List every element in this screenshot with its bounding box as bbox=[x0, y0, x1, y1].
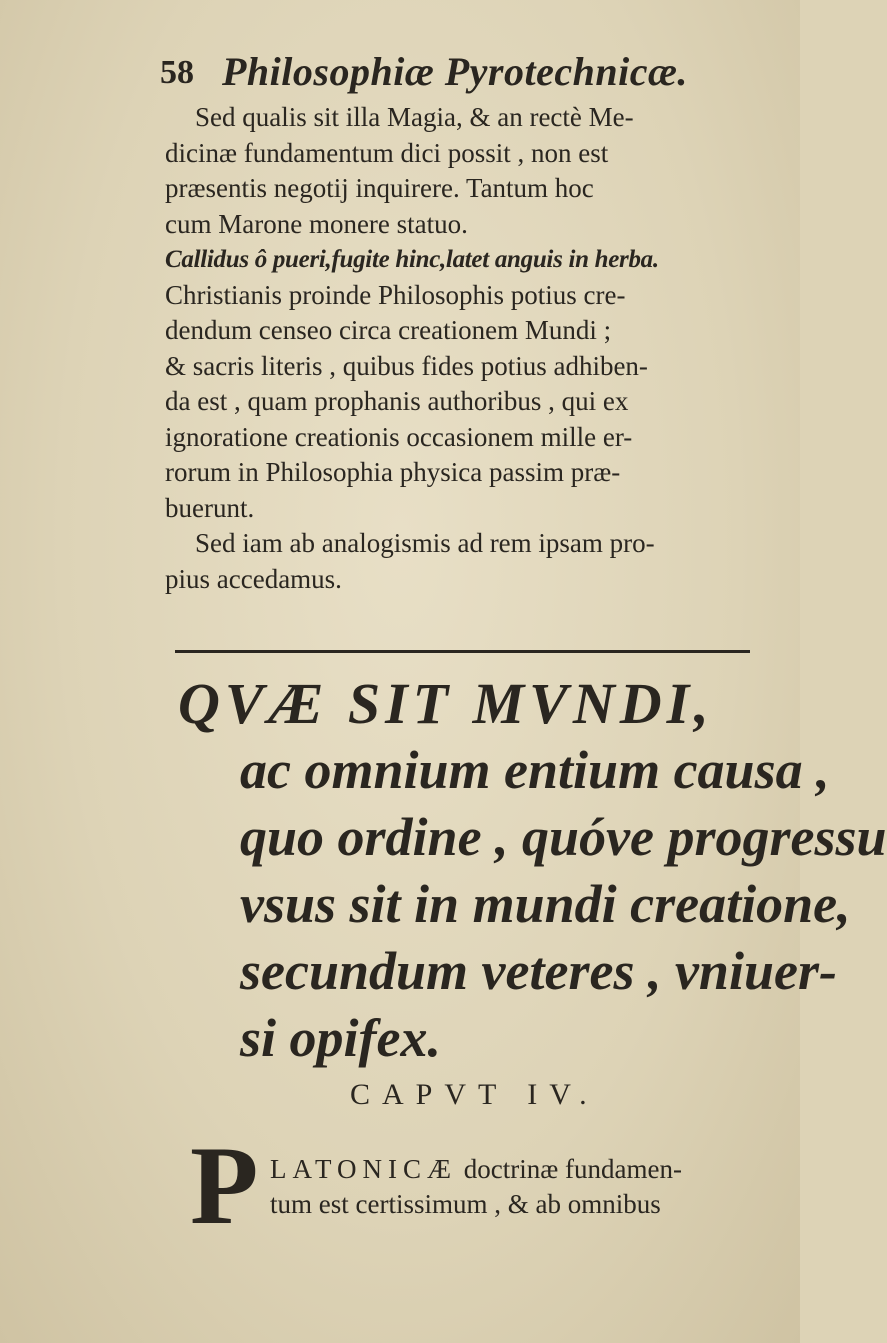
text-line: ignoratione creationis occasionem mille er- bbox=[165, 421, 633, 452]
text-line: da est , quam prophanis authoribus , qui ex bbox=[165, 386, 629, 416]
running-title: Philosophiæ Pyrotechnicæ. bbox=[222, 49, 688, 94]
opening-line-rest: doctrinæ fundamen- bbox=[463, 1154, 682, 1184]
heading-line: quo ordine , quóve progressu bbox=[240, 807, 887, 867]
section-heading bbox=[178, 670, 887, 1072]
page-number: 58 bbox=[160, 54, 194, 91]
opening-small-caps: LATONICÆ bbox=[270, 1154, 458, 1184]
text-line: Christianis proinde Philosophis potius cre- bbox=[165, 279, 626, 310]
text-line: Sed qualis sit illa Magia, & an rectè Me- bbox=[195, 102, 634, 132]
chapter-opening-text bbox=[270, 1152, 780, 1222]
text-line: buerunt. bbox=[165, 492, 255, 523]
text-line: rorum in Philosophia physica passim præ- bbox=[165, 457, 621, 487]
heading-line: vsus sit in mundi creatione, bbox=[240, 874, 851, 934]
heading-line: ac omnium entium causa , bbox=[240, 740, 830, 800]
heading-line: QVÆ SIT MVNDI, bbox=[178, 671, 714, 736]
text-line: cum Marone monere statuo. bbox=[165, 208, 468, 239]
heading-line: secundum veteres , vniuer- bbox=[240, 941, 837, 1001]
chapter-title: CAPVT IV. bbox=[350, 1078, 599, 1111]
text-line: & sacris literis , quibus fides potius adhiben- bbox=[165, 350, 648, 381]
text-line: pius accedamus. bbox=[165, 563, 342, 594]
text-line: dicinæ fundamentum dici possit , non est bbox=[165, 137, 609, 168]
quotation-line: Callidus ô pueri,fugite hinc,latet anguis in herba. bbox=[165, 246, 659, 273]
heading-line: si opifex. bbox=[240, 1008, 441, 1068]
opening-line: tum est certissimum , & ab omnibus bbox=[270, 1189, 661, 1219]
section-rule bbox=[175, 650, 750, 653]
drop-cap-initial: P bbox=[190, 1124, 259, 1248]
text-line: præsentis negotij inquirere. Tantum hoc bbox=[165, 173, 594, 203]
text-line: Sed iam ab analogismis ad rem ipsam pro- bbox=[195, 528, 655, 558]
body-text bbox=[165, 100, 765, 597]
text-line: dendum censeo circa creationem Mundi ; bbox=[165, 315, 612, 345]
page-header bbox=[160, 48, 740, 98]
